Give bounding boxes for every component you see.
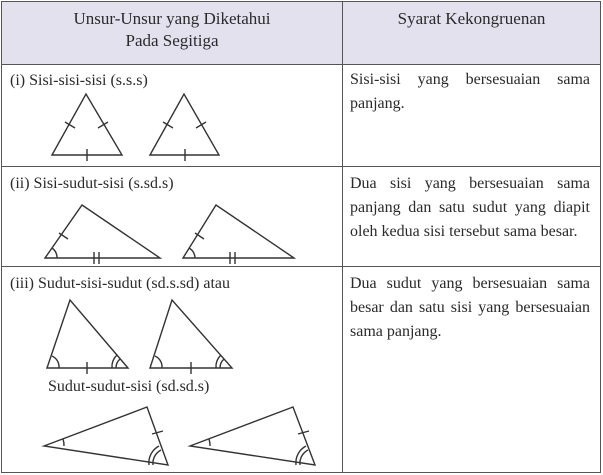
triangle-figures <box>2 2 342 474</box>
sss-triangle-left <box>52 94 122 161</box>
aas-triangle-left <box>44 407 168 465</box>
row-1-description: Sisi-sisi yang bersesuaian sama panjang. <box>350 71 590 112</box>
row-2-label: (ii) Sisi-sudut-sisi (s.sd.s) <box>10 175 174 192</box>
congruence-table <box>1 1 601 473</box>
row-2-description: Dua sisi yang bersesuaian sama panjang dan satu sudut yang diapit oleh kedua sisi tersebut sama besar. <box>350 175 590 240</box>
asa-triangle-right <box>150 300 232 374</box>
row-3-sub-label: Sudut-sudut-sisi (sd.sd.s) <box>48 378 210 395</box>
row-3-label: (iii) Sudut-sisi-sudut (sd.s.sd) atau <box>10 275 230 292</box>
aas-triangle-right <box>190 407 315 465</box>
header-congruence-condition: Syarat Kekongruenan <box>397 9 546 28</box>
sas-triangle-right <box>183 205 294 264</box>
header-left-line2: Pada Segitiga <box>125 31 219 50</box>
row-1-label: (i) Sisi-sisi-sisi (s.s.s) <box>10 72 148 89</box>
row-3-description: Dua sudut yang bersesuaian sama besar dan satu sisi yang bersesuaian sama panjang. <box>350 275 590 340</box>
sas-triangle-left <box>45 205 160 264</box>
header-left-line1: Unsur-Unsur yang Diketahui <box>73 9 271 28</box>
asa-triangle-left <box>47 300 128 374</box>
column-divider <box>342 2 343 472</box>
sss-triangle-right <box>150 94 219 161</box>
